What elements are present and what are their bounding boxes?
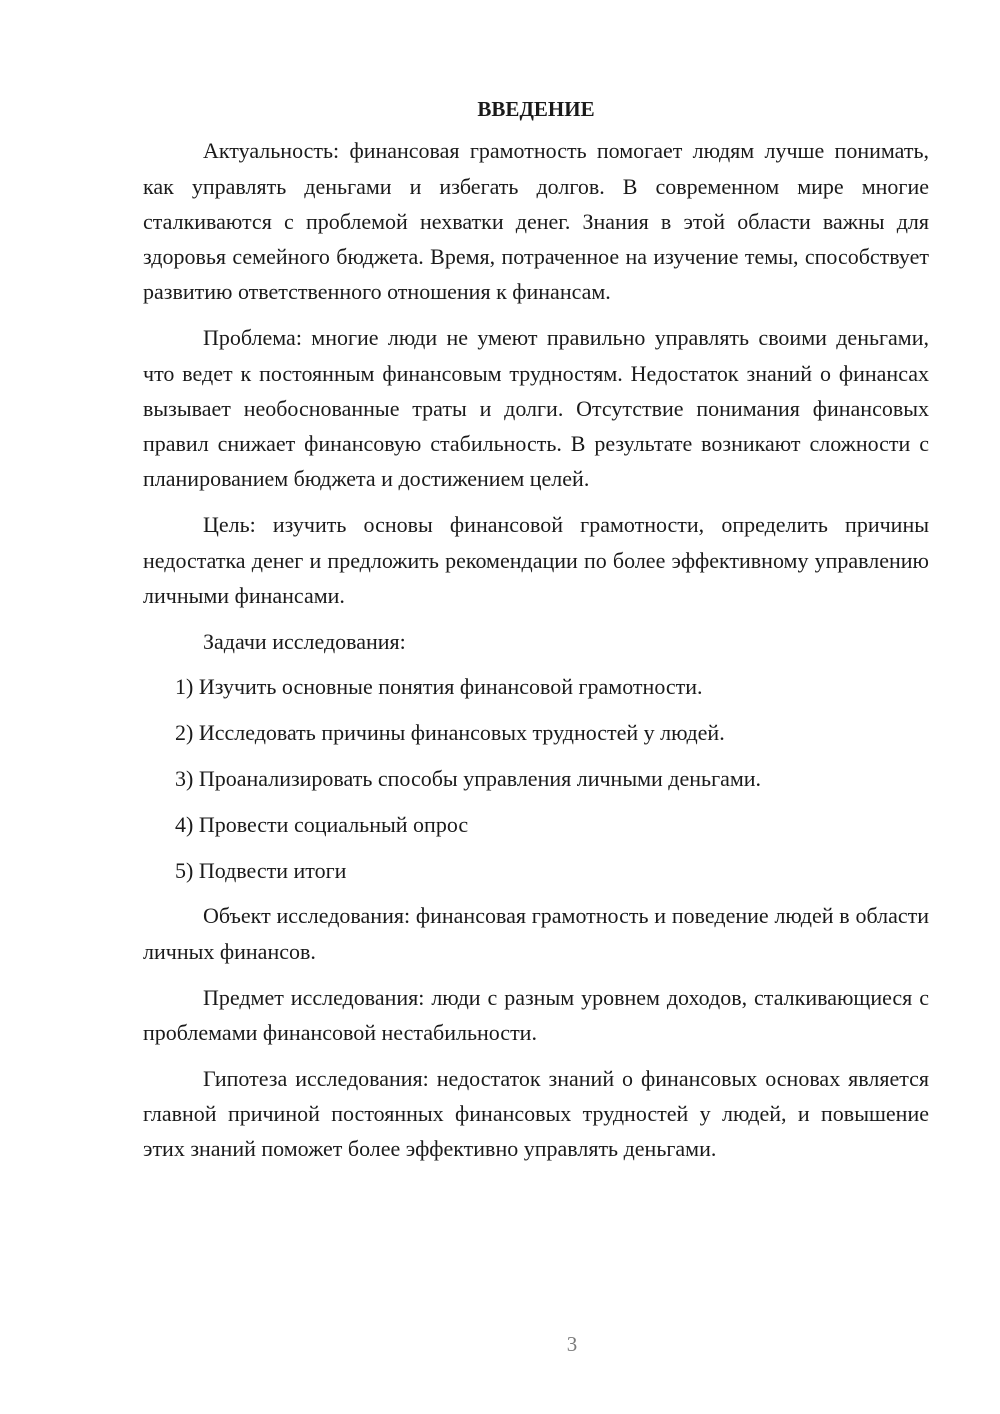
task-item: 3) Проанализировать способы управления личными деньгами. — [175, 766, 762, 792]
tasks-heading: Задачи исследования: — [203, 628, 406, 654]
document-page — [143, 92, 929, 1177]
task-item: 2) Исследовать причины финансовых трудностей у людей. — [175, 720, 725, 746]
paragraph-subject: Предмет исследования: люди с разным уровнем доходов, сталкивающиеся с проблемами финансовой нестабильности. — [143, 984, 929, 1045]
task-list — [143, 669, 929, 887]
paragraph-goal: Цель: изучить основы финансовой грамотности, определить причины недостатка денег и предложить рекомендации по более эффективному управлению личными финансами. — [143, 512, 929, 608]
document-title: ВВЕДЕНИЕ — [477, 97, 595, 121]
task-item: 1) Изучить основные понятия финансовой грамотности. — [175, 674, 703, 700]
paragraph-object: Объект исследования: финансовая грамотность и поведение людей в области личных финансов. — [143, 903, 929, 964]
page-number: 3 — [566, 1332, 578, 1356]
paragraph-hypothesis: Гипотеза исследования: недостаток знаний о финансовых основах является главной причиной постоянных финансовых трудностей у людей, и повышение этих знаний поможет более эффективно управлять деньгами. — [143, 1065, 929, 1162]
task-item: 5) Подвести итоги — [175, 857, 347, 883]
paragraph-problem: Проблема: многие люди не умеют правильно управлять своими деньгами, что ведет к постоянным финансовым трудностям. Недостаток знаний о финансах вызывает необоснованные траты и долги. Отсутствие понимания финансовых правил снижает финансовую стабильность. В результате возникают сложности с планированием бюджета и достижением целей. — [143, 325, 929, 492]
paragraph-relevance: Актуальность: финансовая грамотность помогает людям лучше понимать, как управлять деньгами и избегать долгов. В современном мире многие сталкиваются с проблемой нехватки денег. Знания в этой области важны для здоровья семейного бюджета. Время, потраченное на изучение темы, способствует развитию ответственного отношения к финансам. — [143, 138, 929, 305]
task-item: 4) Провести социальный опрос — [175, 811, 469, 837]
